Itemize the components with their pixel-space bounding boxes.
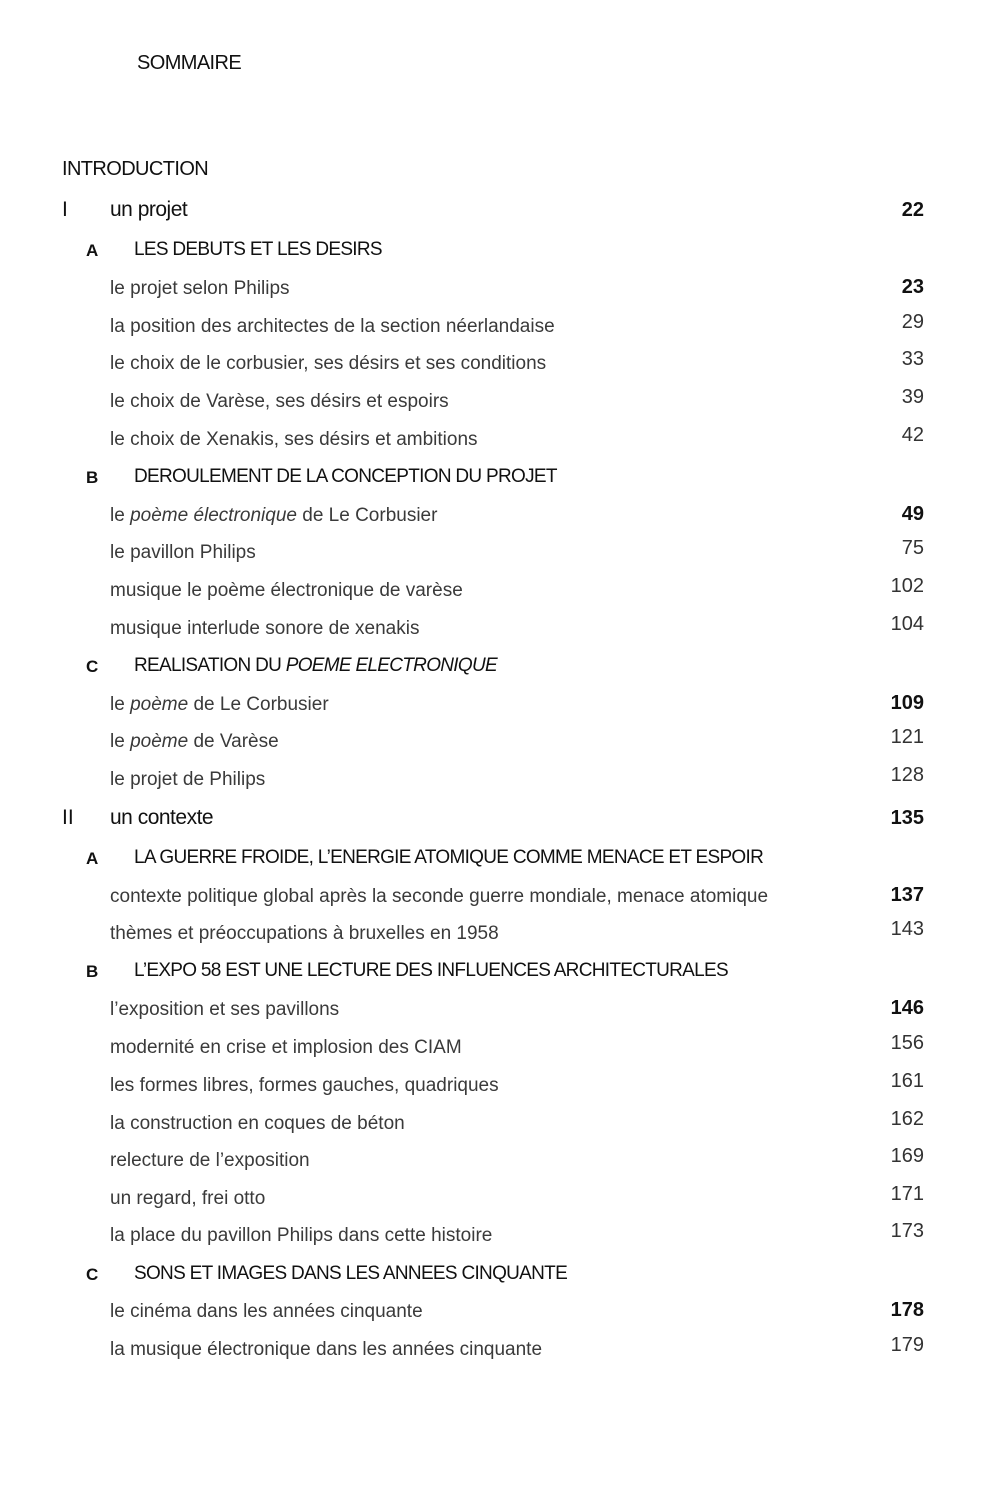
toc-item-row[interactable] xyxy=(0,1072,996,1102)
toc-page-number: 156 xyxy=(890,1032,924,1054)
toc-item-row[interactable] xyxy=(0,766,996,796)
toc-page-number: 39 xyxy=(901,386,924,408)
toc-item-row[interactable] xyxy=(0,920,996,950)
toc-page-number: 22 xyxy=(901,199,924,221)
toc-page-number: 128 xyxy=(890,764,924,786)
label-text: le xyxy=(110,694,131,715)
label-italic-text: poème xyxy=(130,731,189,752)
toc-item-label: le choix de Xenakis, ses désirs et ambitions xyxy=(110,429,478,450)
toc-item-row[interactable] xyxy=(0,539,996,569)
toc-section-label xyxy=(134,655,497,677)
toc-section-row[interactable] xyxy=(0,1261,996,1291)
toc-item-row[interactable] xyxy=(0,1034,996,1064)
toc-item-label xyxy=(110,731,279,753)
toc-item-row[interactable] xyxy=(0,1336,996,1366)
toc-intro-row[interactable] xyxy=(0,158,996,188)
toc-item-label: le cinéma dans les années cinquante xyxy=(110,1301,423,1322)
toc-item-label: modernité en crise et implosion des CIAM xyxy=(110,1037,462,1058)
toc-item-label: la musique électronique dans les années cinquante xyxy=(110,1339,543,1360)
toc-part-label: un contexte xyxy=(110,806,214,829)
toc-section-number: A xyxy=(86,241,98,260)
toc-page-number: 179 xyxy=(890,1334,924,1356)
toc-section-label: SONS ET IMAGES DANS LES ANNEES CINQUANTE xyxy=(134,1263,568,1284)
toc-page-number: 109 xyxy=(890,692,924,714)
toc-part-row[interactable] xyxy=(0,198,996,228)
toc-item-row[interactable] xyxy=(0,1110,996,1140)
toc-item-label: un regard, frei otto xyxy=(110,1188,266,1209)
toc-item-row[interactable] xyxy=(0,1185,996,1215)
toc-item-row[interactable] xyxy=(0,996,996,1026)
label-text: de Le Corbusier xyxy=(296,505,438,526)
toc-item-row[interactable] xyxy=(0,883,996,913)
toc-section-row[interactable] xyxy=(0,653,996,683)
toc-item-label: musique interlude sonore de xenakis xyxy=(110,618,420,639)
label-italic-text: poème électronique xyxy=(130,505,297,526)
toc-item-label: l’exposition et ses pavillons xyxy=(110,999,340,1020)
label-text: REALISATION DU xyxy=(134,655,286,676)
toc-page-number: 42 xyxy=(901,424,924,446)
toc-page-number: 23 xyxy=(901,276,924,298)
toc-section-number: B xyxy=(86,468,98,487)
label-italic-text: poème xyxy=(130,694,189,715)
toc-item-row[interactable] xyxy=(0,728,996,758)
toc-item-row[interactable] xyxy=(0,350,996,380)
toc-item-label: la position des architectes de la section néerlandaise xyxy=(110,316,555,337)
toc-section-label: L’EXPO 58 EST UNE LECTURE DES INFLUENCES ARCHITECTURALES xyxy=(134,960,728,981)
toc-section-row[interactable] xyxy=(0,237,996,267)
toc-item-label: la place du pavillon Philips dans cette histoire xyxy=(110,1225,493,1246)
toc-intro-label: INTRODUCTION xyxy=(62,158,209,180)
toc-page-number: 171 xyxy=(890,1183,924,1205)
toc-section-row[interactable] xyxy=(0,464,996,494)
toc-item-row[interactable] xyxy=(0,1298,996,1328)
page-title: SOMMAIRE xyxy=(137,52,242,74)
label-text: le xyxy=(110,731,131,752)
toc-item-row[interactable] xyxy=(0,1222,996,1252)
toc-item-label: le choix de Varèse, ses désirs et espoirs xyxy=(110,391,449,412)
toc-page-number: 143 xyxy=(890,918,924,940)
toc-page-number: 161 xyxy=(890,1070,924,1092)
toc-section-row[interactable] xyxy=(0,845,996,875)
toc-page-number: 169 xyxy=(890,1145,924,1167)
toc-page-number: 121 xyxy=(890,726,924,748)
toc-section-label: LES DEBUTS ET LES DESIRS xyxy=(134,239,382,260)
toc-part-number: I xyxy=(62,198,68,221)
toc-page-number: 49 xyxy=(901,503,924,525)
toc-item-label: relecture de l’exposition xyxy=(110,1150,310,1171)
toc-item-label: contexte politique global après la seconde guerre mondiale, menace atomique xyxy=(110,886,769,907)
toc-section-number: C xyxy=(86,657,98,676)
toc-item-label: le projet de Philips xyxy=(110,769,266,790)
toc-item-label: thèmes et préoccupations à bruxelles en 1958 xyxy=(110,923,499,944)
toc-part-row[interactable] xyxy=(0,806,996,836)
toc-item-label xyxy=(110,694,329,716)
toc-section-number: B xyxy=(86,962,98,981)
toc-item-row[interactable] xyxy=(0,577,996,607)
toc-section-number: A xyxy=(86,849,98,868)
toc-section-row[interactable] xyxy=(0,958,996,988)
toc-item-row[interactable] xyxy=(0,502,996,532)
toc-item-label: les formes libres, formes gauches, quadriques xyxy=(110,1075,499,1096)
toc-item-row[interactable] xyxy=(0,1147,996,1177)
toc-item-label: musique le poème électronique de varèse xyxy=(110,580,463,601)
toc-section-label: LA GUERRE FROIDE, L’ENERGIE ATOMIQUE COMME MENACE ET ESPOIR xyxy=(134,847,764,868)
toc-item-label xyxy=(110,505,437,527)
toc-page-number: 173 xyxy=(890,1220,924,1242)
toc-item-row[interactable] xyxy=(0,275,996,305)
label-italic-text: POEME ELECTRONIQUE xyxy=(285,655,497,676)
toc-page-number: 104 xyxy=(890,613,924,635)
toc-page-number: 33 xyxy=(901,348,924,370)
toc-page-number: 75 xyxy=(901,537,924,559)
toc-page-number: 146 xyxy=(890,997,924,1019)
toc-page-number: 135 xyxy=(890,807,924,829)
label-text: le xyxy=(110,505,131,526)
toc-page-number: 178 xyxy=(890,1299,924,1321)
label-text: de Varèse xyxy=(188,731,279,752)
toc-page-number: 29 xyxy=(901,311,924,333)
toc-item-label: le pavillon Philips xyxy=(110,542,256,563)
toc-part-label: un projet xyxy=(110,198,188,221)
toc-page-number: 102 xyxy=(890,575,924,597)
toc-section-label: DEROULEMENT DE LA CONCEPTION DU PROJET xyxy=(134,466,557,487)
label-text: de Le Corbusier xyxy=(188,694,329,715)
toc-page-number: 162 xyxy=(890,1108,924,1130)
toc-item-row[interactable] xyxy=(0,313,996,343)
toc-item-row[interactable] xyxy=(0,615,996,645)
toc-page-number: 137 xyxy=(890,884,924,906)
toc-part-number: II xyxy=(62,806,74,829)
toc-item-label: la construction en coques de béton xyxy=(110,1113,405,1134)
toc-item-label: le choix de le corbusier, ses désirs et ses conditions xyxy=(110,353,547,374)
toc-section-number: C xyxy=(86,1265,98,1284)
toc-item-row[interactable] xyxy=(0,388,996,418)
toc-item-row[interactable] xyxy=(0,691,996,721)
toc-item-row[interactable] xyxy=(0,426,996,456)
toc-item-label: le projet selon Philips xyxy=(110,278,290,299)
